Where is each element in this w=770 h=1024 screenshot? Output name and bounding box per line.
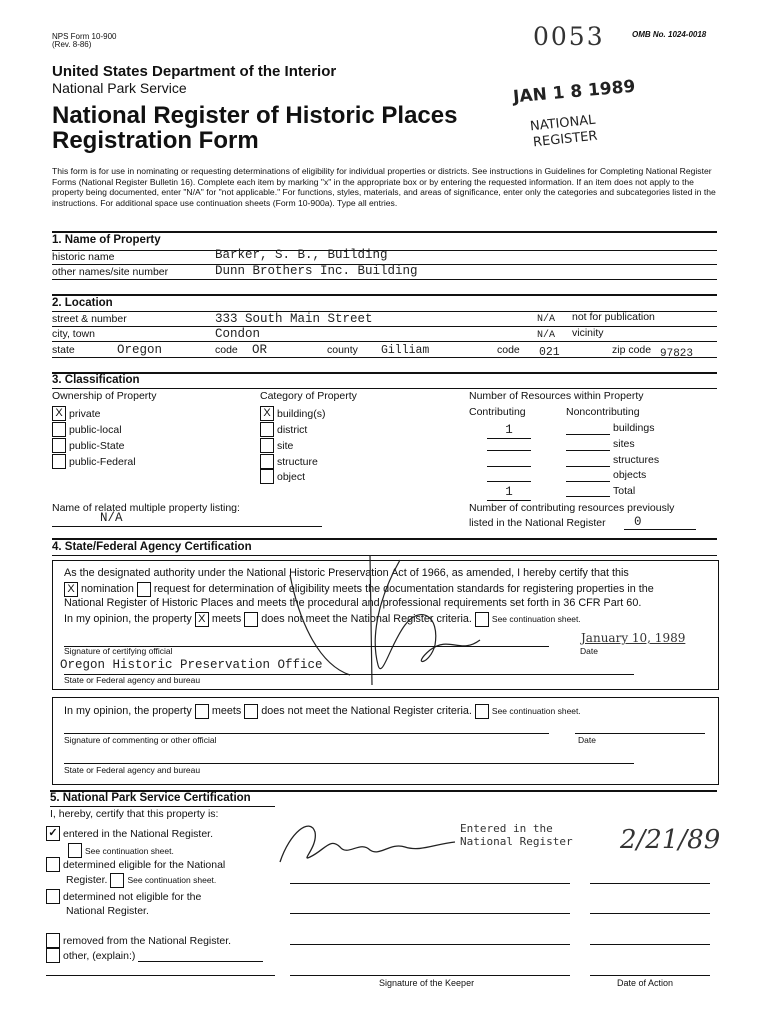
vicinity-value[interactable]: N/A: [537, 330, 556, 341]
action-date-value[interactable]: 2/21/89: [620, 825, 721, 855]
other-names-label: other names/site number: [52, 266, 169, 278]
state-agency-label: State or Federal agency and bureau: [64, 675, 201, 685]
cert-paragraph-line3: National Register of Historic Places and meets the procedural and professional requirements set forth in 36 CFR Part 60.: [64, 597, 642, 609]
eligible-option[interactable]: determined eligible for the National: [46, 857, 225, 872]
state-code-value[interactable]: OR: [252, 343, 268, 357]
historic-name-label: historic name: [52, 251, 115, 263]
historic-name-value[interactable]: Barker, S. B., Building: [215, 248, 388, 262]
section2-title: 2. Location: [52, 297, 113, 309]
county-code-value[interactable]: 021: [539, 346, 560, 359]
noncontributing-sites[interactable]: [566, 450, 610, 451]
contributing-structures[interactable]: [487, 466, 531, 467]
form-title-line1: National Register of Historic Places: [52, 102, 458, 129]
cert-paragraph-line1: As the designated authority under the National Historic Preservation Act of 1966, as amended, I hereby certify that this: [64, 567, 629, 579]
contributing-heading: Contributing: [469, 406, 526, 418]
contributing-sites[interactable]: [487, 450, 531, 451]
comment-meets-checkbox[interactable]: [195, 704, 209, 719]
resources-total-label: Total: [613, 485, 636, 497]
category-object-checkbox[interactable]: [260, 469, 274, 484]
street-value[interactable]: 333 South Main Street: [215, 312, 373, 326]
noncontributing-buildings[interactable]: [566, 434, 610, 435]
ownership-heading: Ownership of Property: [52, 390, 157, 402]
section1-title: 1. Name of Property: [52, 234, 161, 246]
handwritten-number: 0053: [533, 22, 605, 51]
street-label: street & number: [52, 313, 127, 325]
removed-option[interactable]: removed from the National Register.: [46, 933, 231, 948]
entered-continuation[interactable]: See continuation sheet.: [68, 843, 174, 858]
not-eligible-checkbox[interactable]: [46, 889, 60, 904]
section5-title: 5. National Park Service Certification: [50, 792, 251, 804]
category-building[interactable]: X building(s): [260, 406, 325, 421]
vicinity-label: vicinity: [572, 327, 604, 339]
instructions-text: This form is for use in nominating or requesting determinations of eligibility for individual properties or districts. See instructions in Guidelines for Completing National Register Forms (National Register Bulletin 16). Complete each item by marking "x" in the appropriate box or by entering the requested information. If an item does not apply to the property being documented, enter "N/A" for "not applicable." For functions, styles, materials, and areas of significance, enter only the categories and subcategories listed in the instructions. For additional space use continuation sheets (Form 10-900a). Type all entries.: [52, 166, 716, 208]
not-eligible-option[interactable]: determined not eligible for the: [46, 889, 201, 904]
state-code-label: code: [215, 344, 238, 356]
received-date-stamp: JAN 1 8 1989: [512, 76, 637, 108]
not-eligible-line2: National Register.: [66, 905, 149, 917]
noncontributing-structures[interactable]: [566, 466, 610, 467]
category-structure[interactable]: structure: [260, 454, 318, 469]
category-structure-checkbox[interactable]: [260, 454, 274, 469]
resources-structures-label: structures: [613, 454, 660, 466]
ownership-public-local[interactable]: public-local: [52, 422, 122, 437]
category-building-checkbox[interactable]: X: [260, 406, 274, 421]
noncontributing-total[interactable]: [566, 496, 610, 497]
keeper-signature-label: Signature of the Keeper: [379, 978, 475, 988]
county-code-label: code: [497, 344, 520, 356]
ownership-private-checkbox[interactable]: X: [52, 406, 66, 421]
contributing-buildings[interactable]: 1: [487, 420, 531, 439]
category-site-checkbox[interactable]: [260, 438, 274, 453]
category-district-checkbox[interactable]: [260, 422, 274, 437]
zip-value[interactable]: 97823: [660, 348, 694, 360]
eligible-line2: Register. See continuation sheet.: [66, 874, 217, 887]
section4-title: 4. State/Federal Agency Certification: [52, 541, 252, 553]
eligible-checkbox[interactable]: [46, 857, 60, 872]
commenting-agency-label: State or Federal agency and bureau: [64, 765, 201, 775]
previously-listed-field[interactable]: 0: [624, 516, 696, 530]
previously-listed-line1: Number of contributing resources previously: [469, 502, 675, 514]
comment-continuation-checkbox[interactable]: [475, 704, 489, 719]
eligible-continuation-checkbox[interactable]: [110, 873, 124, 888]
contributing-total[interactable]: 1: [487, 482, 531, 501]
ownership-public-local-checkbox[interactable]: [52, 422, 66, 437]
zip-label: zip code: [612, 344, 652, 356]
entered-continuation-checkbox[interactable]: [68, 843, 82, 858]
cert-paragraph-line4: In my opinion, the property X meets does not meet the National Register criteria. See continuation sheet.: [64, 613, 581, 626]
certifying-date-value[interactable]: January 10, 1989: [581, 631, 686, 645]
section3-title: 3. Classification: [52, 374, 140, 386]
signature-certifying-label: Signature of certifying official: [64, 646, 173, 656]
category-object[interactable]: object: [260, 469, 305, 484]
county-label: county: [327, 344, 358, 356]
city-value[interactable]: Condon: [215, 327, 261, 341]
received-stamp-line2: REGISTER: [532, 128, 599, 151]
resources-sites-label: sites: [613, 438, 635, 450]
meets-criteria-checkbox[interactable]: X: [195, 612, 209, 627]
state-label: state: [52, 344, 75, 356]
received-stamp-line1: NATIONAL: [529, 112, 597, 135]
nfp-value[interactable]: N/A: [537, 314, 556, 325]
certifying-date-label: Date: [580, 646, 598, 656]
city-label: city, town: [52, 328, 95, 340]
commenting-date-label: Date: [578, 735, 596, 745]
omb-number: OMB No. 1024-0018: [632, 30, 707, 39]
noncontributing-objects[interactable]: [566, 481, 610, 482]
other-checkbox[interactable]: [46, 948, 60, 963]
request-determination-checkbox[interactable]: [137, 582, 151, 597]
nps-cert-intro: I, hereby, certify that this property is:: [50, 808, 219, 820]
form-title-line2: Registration Form: [52, 127, 259, 154]
resources-objects-label: objects: [613, 469, 647, 481]
resources-heading: Number of Resources within Property: [469, 390, 644, 402]
comment-opinion-line: In my opinion, the property meets does not meet the National Register criteria. See continuation sheet.: [64, 705, 581, 718]
nomination-checkbox[interactable]: X: [64, 582, 78, 597]
county-value[interactable]: Gilliam: [381, 344, 430, 357]
service-name: National Park Service: [52, 80, 187, 96]
other-names-value[interactable]: Dunn Brothers Inc. Building: [215, 264, 418, 278]
previously-listed-line2: listed in the National Register: [469, 517, 606, 529]
entered-option[interactable]: ✓ entered in the National Register.: [46, 826, 213, 841]
ownership-public-federal[interactable]: public-Federal: [52, 454, 136, 469]
related-listing-label: Name of related multiple property listing:: [52, 502, 240, 514]
category-heading: Category of Property: [260, 390, 357, 402]
form-number: NPS Form 10-900: [52, 32, 117, 41]
ownership-public-state[interactable]: public-State: [52, 438, 124, 453]
cert-paragraph-line2: X nomination request for determination of eligibility meets the documentation standards for registering properties in the: [64, 582, 654, 597]
comment-does-not-meet-checkbox[interactable]: [244, 704, 258, 719]
ownership-public-federal-checkbox[interactable]: [52, 454, 66, 469]
ownership-public-state-checkbox[interactable]: [52, 438, 66, 453]
state-agency-value[interactable]: Oregon Historic Preservation Office: [60, 658, 323, 672]
ownership-private[interactable]: X private: [52, 406, 101, 421]
resources-buildings-label: buildings: [613, 422, 655, 434]
entered-checkbox[interactable]: ✓: [46, 826, 60, 841]
noncontributing-heading: Noncontributing: [566, 406, 640, 418]
other-explain-field[interactable]: [138, 950, 263, 962]
date-of-action-label: Date of Action: [617, 978, 674, 988]
state-value[interactable]: Oregon: [117, 343, 163, 357]
commenting-signature-label: Signature of commenting or other official: [64, 735, 217, 745]
removed-checkbox[interactable]: [46, 933, 60, 948]
category-district[interactable]: district: [260, 422, 307, 437]
related-listing-field[interactable]: N/A: [52, 513, 322, 527]
category-site[interactable]: site: [260, 438, 293, 453]
other-option[interactable]: other, (explain:): [46, 948, 263, 963]
nfp-label: not for publication: [572, 311, 655, 323]
form-revision: (Rev. 8-86): [52, 40, 92, 49]
keeper-signature: [270, 812, 460, 872]
department-name: United States Department of the Interior: [52, 63, 337, 80]
entered-stamp: Entered in the National Register: [460, 822, 573, 849]
